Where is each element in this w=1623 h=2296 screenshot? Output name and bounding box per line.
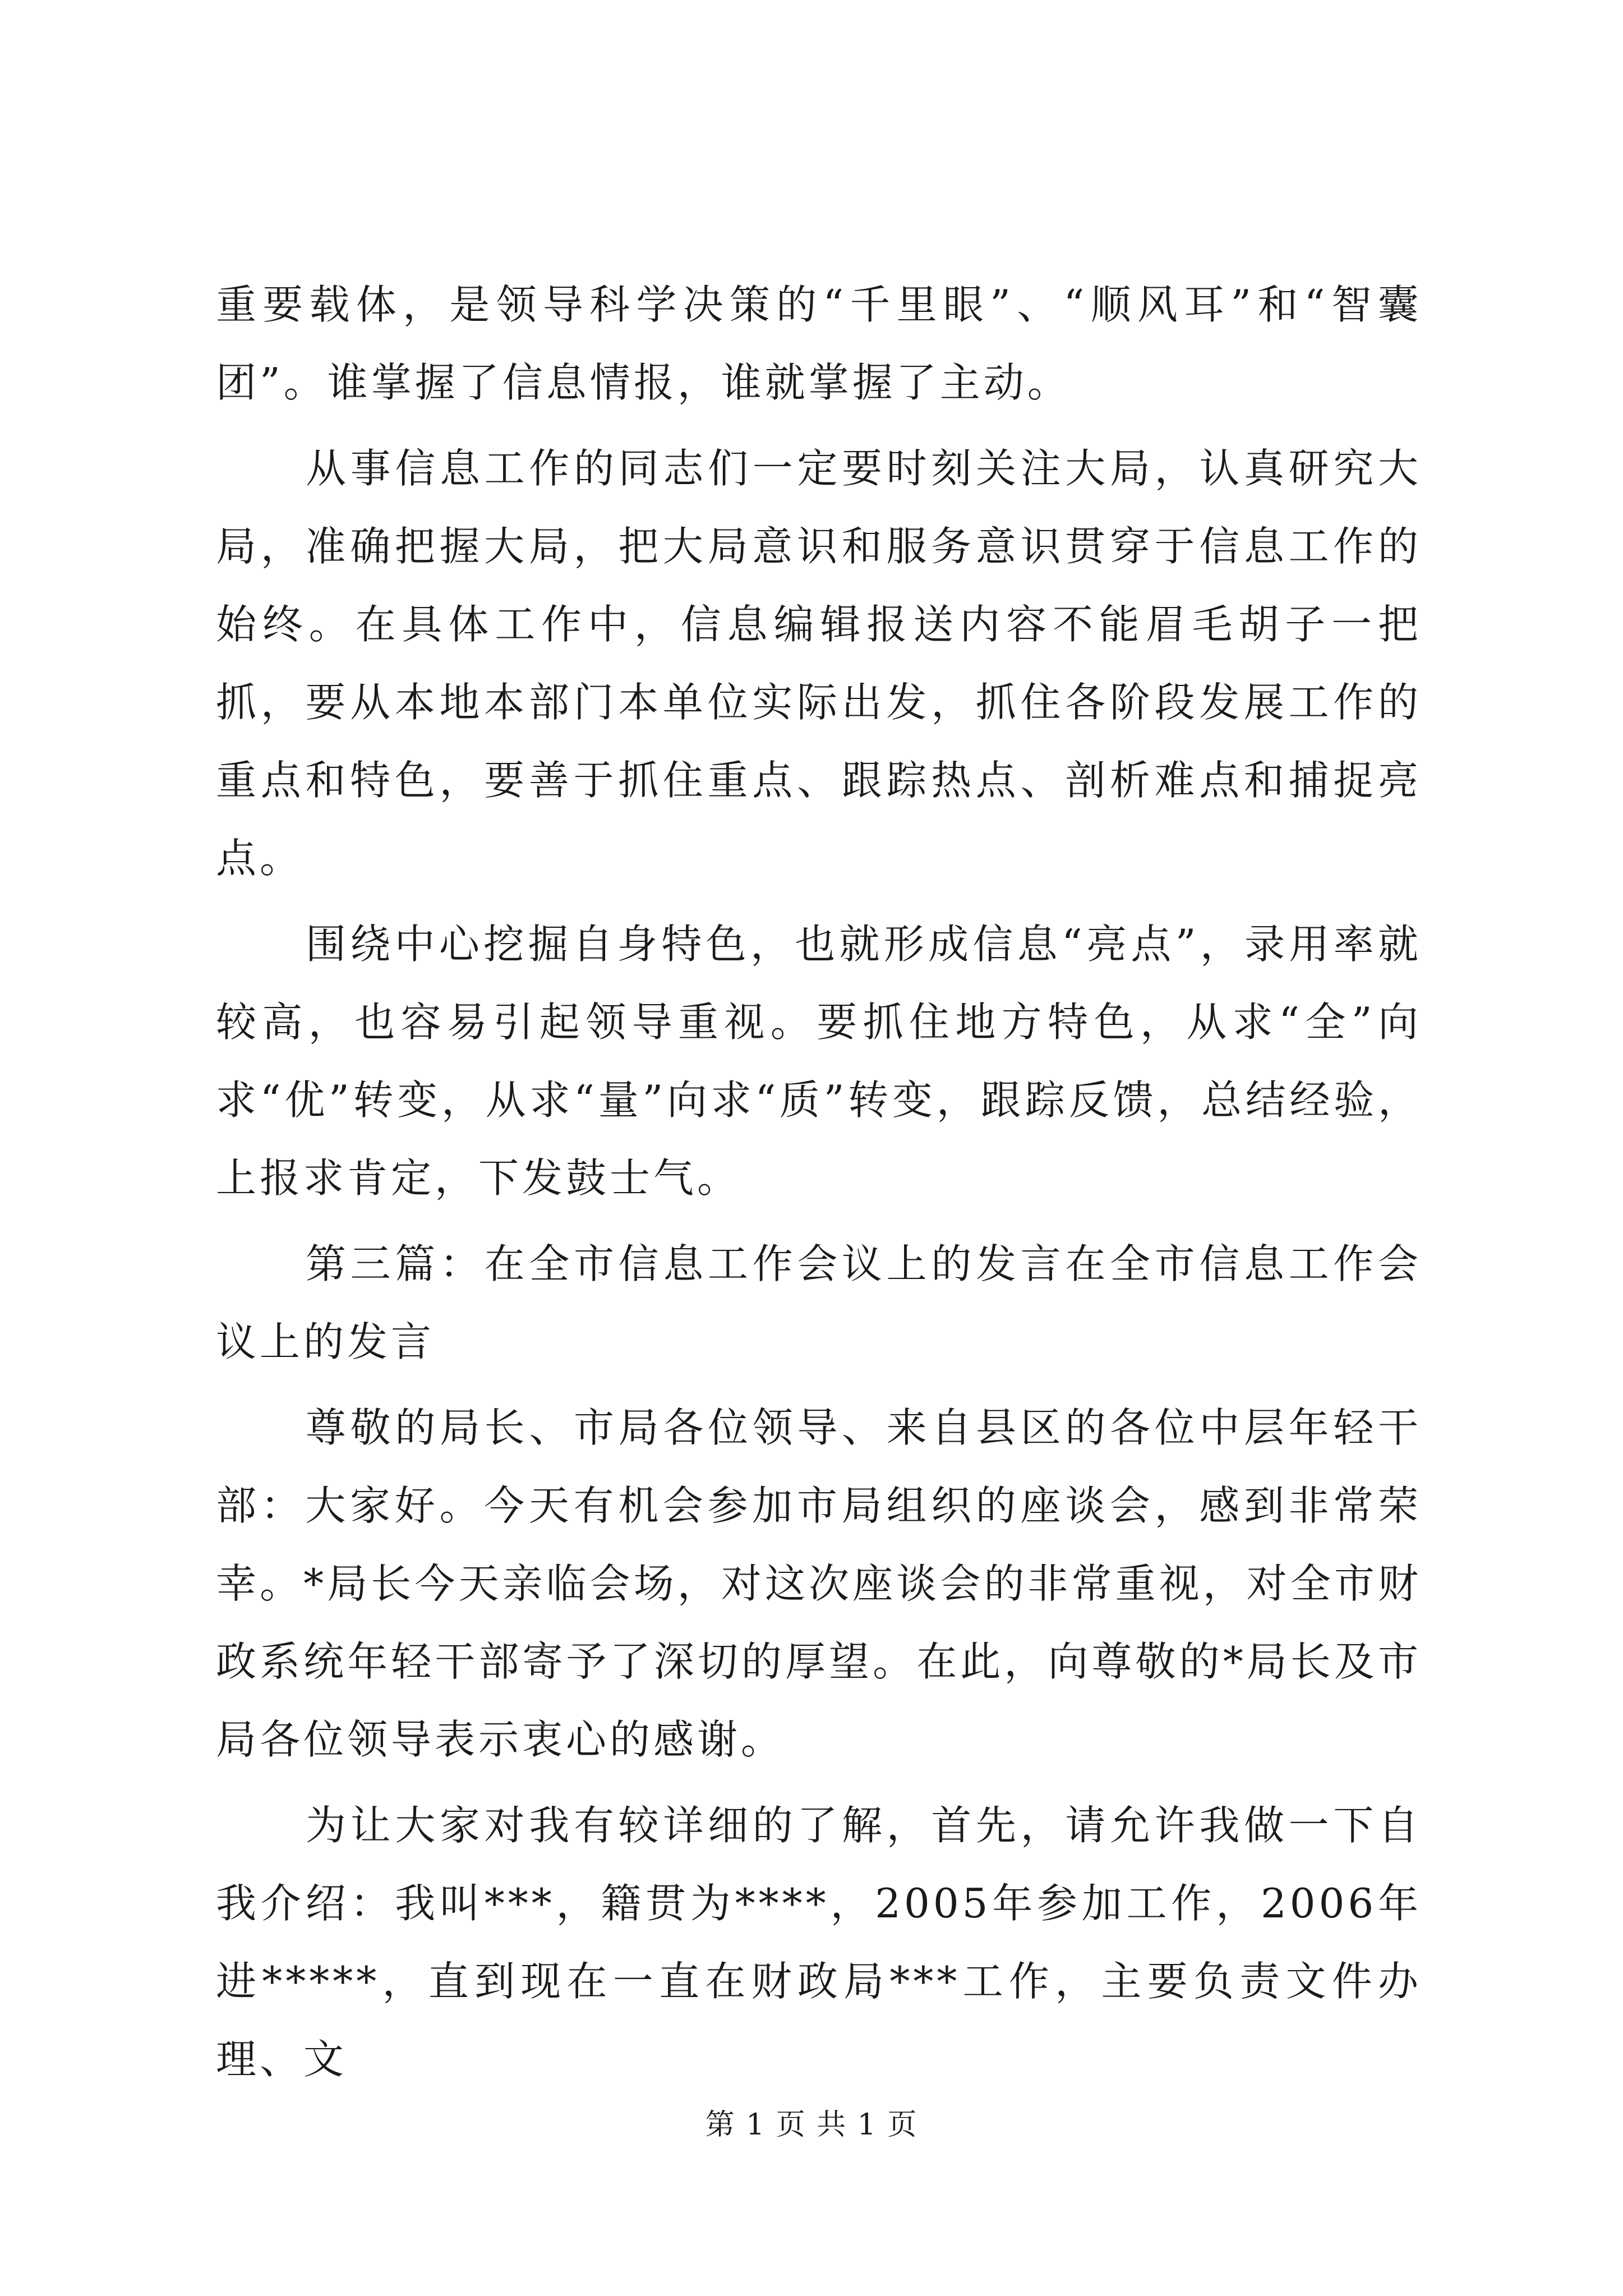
- paragraph-1: 重要载体，是领导科学决策的“千里眼”、“顺风耳”和“智囊团”。谁掌握了信息情报，谁就掌握了主动。: [216, 281, 1422, 406]
- paragraph-4: 尊敬的局长、市局各位领导、来自县区的各位中层年轻干部：大家好。今天有机会参加市局组织的座谈会，感到非常荣幸。*局长今天亲临会场，对这次座谈会的非常重视，对全市财政系统年轻干部寄予了深切的厚望。在此，向尊敬的*局长及市局各位领导表示衷心的感谢。: [216, 1404, 1422, 1763]
- document-body: [216, 266, 1422, 2099]
- paragraph-5: 为让大家对我有较详细的了解，首先，请允许我做一下自我介绍：我叫***，籍贯为****，2005年参加工作，2006年进*****，直到现在一直在财政局***工作，主要负责文件办理、文: [216, 1802, 1422, 2083]
- page-footer: 第 1 页 共 1 页: [705, 2108, 918, 2142]
- paragraph-3: 围绕中心挖掘自身特色，也就形成信息“亮点”，录用率就较高，也容易引起领导重视。要抓住地方特色，从求“全”向求“优”转变，从求“量”向求“质”转变，跟踪反馈，总结经验，上报求肯定，下发鼓士气。: [216, 921, 1422, 1202]
- paragraph-2: 从事信息工作的同志们一定要时刻关注大局，认真研究大局，准确把握大局，把大局意识和服务意识贯穿于信息工作的始终。在具体工作中，信息编辑报送内容不能眉毛胡子一把抓，要从本地本部门本单位实际出发，抓住各阶段发展工作的重点和特色，要善于抓住重点、跟踪热点、剖析难点和捕捉亮点。: [216, 445, 1422, 882]
- section-heading: 第三篇：在全市信息工作会议上的发言在全市信息工作会议上的发言: [216, 1240, 1422, 1365]
